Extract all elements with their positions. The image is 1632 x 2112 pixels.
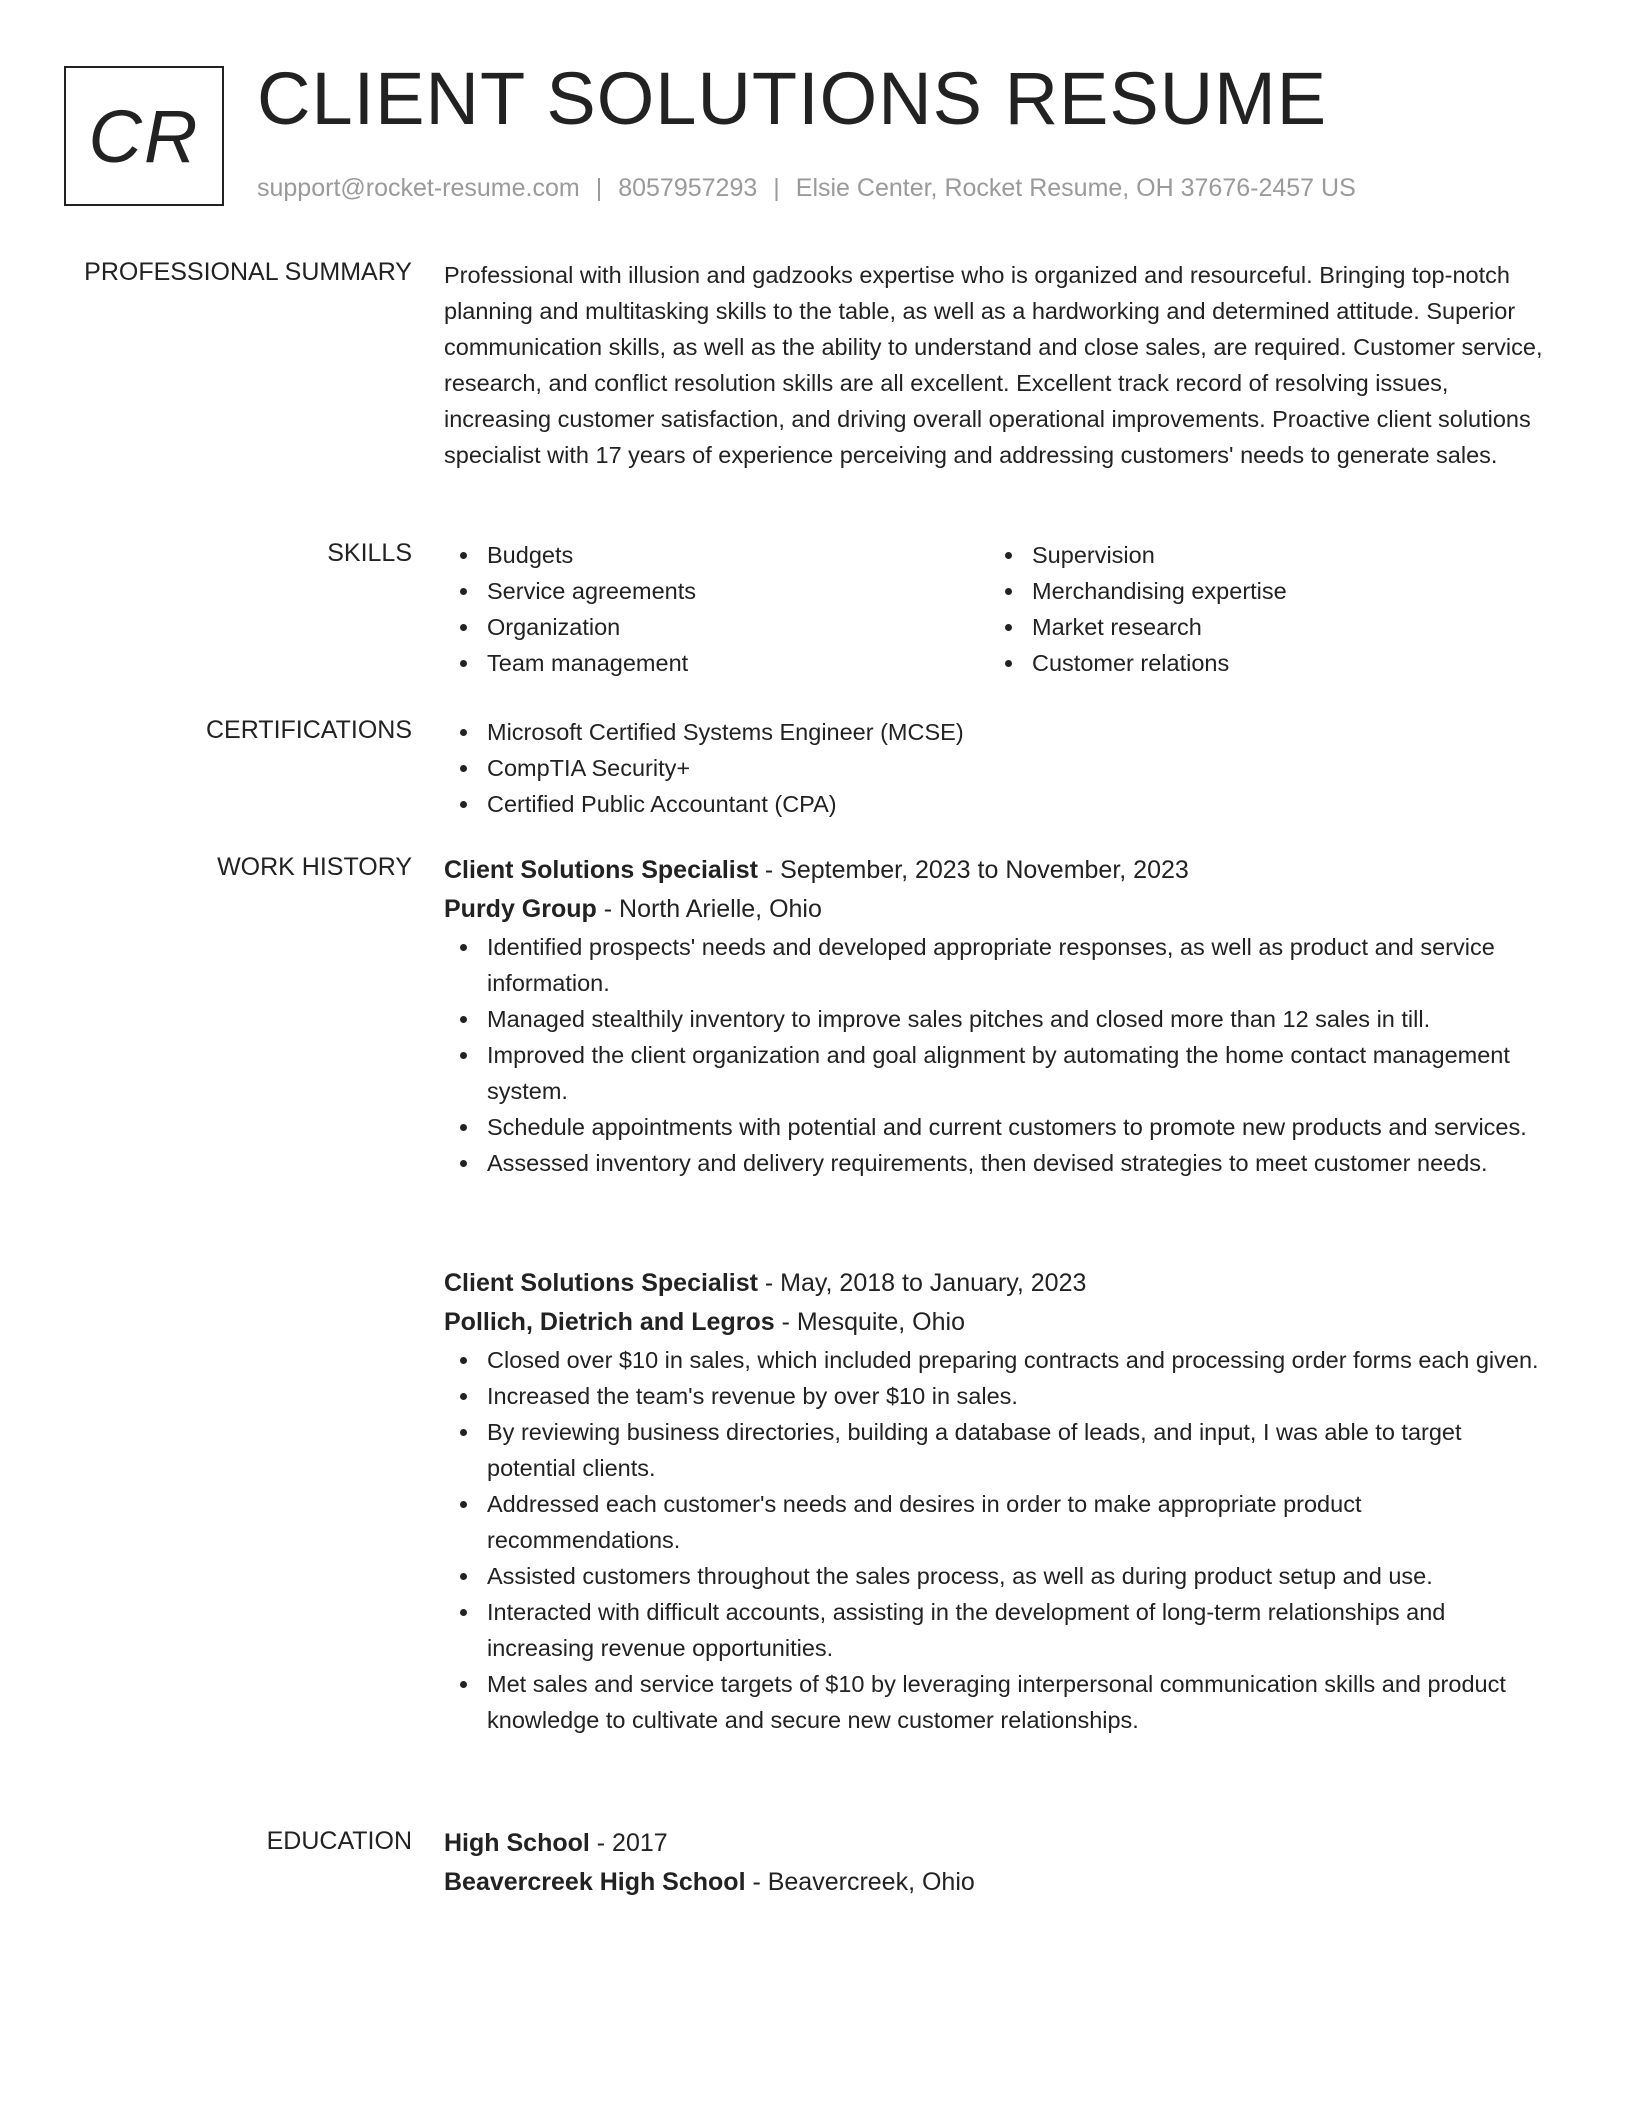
skills-list-left [444, 537, 989, 681]
job-title: Client Solutions Specialist [444, 1269, 758, 1297]
skills-grid [444, 537, 1554, 681]
job-company: Pollich, Dietrich and Legros [444, 1308, 775, 1336]
skill-item: Team management [444, 645, 989, 681]
job-title: Client Solutions Specialist [444, 856, 758, 884]
job-bullet: By reviewing business directories, building a database of leads, and input, I was able to target potential clients. [444, 1414, 1554, 1486]
job-bullet: Met sales and service targets of $10 by leveraging interpersonal communication skills and product knowledge to cultivate and secure new customer relationships. [444, 1666, 1554, 1738]
job-bullet: Assisted customers throughout the sales process, as well as during product setup and use. [444, 1558, 1554, 1594]
summary-text: Professional with illusion and gadzooks expertise who is organized and resourceful. Bringing top-notch planning and multitasking skills to the table, as well as a hardworking and determined attitude. Superior communication skills, as well as the ability to understand and close sales, are required. Customer service, research, and conflict resolution skills are all excellent. Excellent track record of resolving issues, increasing customer satisfaction, and driving overall operational improvements. Proactive client solutions specialist with 17 years of experience perceiving and addressing customers' needs to generate sales. [444, 262, 1543, 468]
job-title-line [444, 851, 1554, 890]
job-company: Purdy Group [444, 895, 597, 923]
job-bullet: Increased the team's revenue by over $10 in sales. [444, 1378, 1554, 1414]
job-location: - Mesquite, Ohio [774, 1308, 965, 1336]
job-entry [444, 851, 1554, 1181]
section-label-summary: PROFESSIONAL SUMMARY [84, 258, 412, 286]
skill-item: Organization [444, 609, 989, 645]
contact-separator: | [773, 174, 780, 202]
skill-item: Customer relations [989, 645, 1534, 681]
skill-item: Budgets [444, 537, 989, 573]
job-dates: - September, 2023 to November, 2023 [757, 856, 1189, 884]
certification-item: Microsoft Certified Systems Engineer (MCSE) [444, 714, 1554, 750]
skills-list-right [989, 537, 1534, 681]
summary-section [444, 257, 1554, 473]
job-entry [444, 1264, 1554, 1738]
job-bullets [444, 1342, 1554, 1738]
job-bullet: Addressed each customer's needs and desires in order to make appropriate product recommendations. [444, 1486, 1554, 1558]
job-bullets [444, 929, 1554, 1181]
education-school-line [444, 1863, 1554, 1902]
certification-item: Certified Public Accountant (CPA) [444, 786, 1554, 822]
education-degree-line [444, 1824, 1554, 1863]
skill-item: Market research [989, 609, 1534, 645]
job-location: - North Arielle, Ohio [596, 895, 822, 923]
education-degree: High School [444, 1829, 590, 1857]
section-label-certifications: CERTIFICATIONS [205, 716, 412, 744]
certifications-list [444, 714, 1554, 822]
education-section [444, 1824, 1554, 1902]
education-school: Beavercreek High School [444, 1868, 746, 1896]
job-bullet: Improved the client organization and goal alignment by automating the home contact management system. [444, 1037, 1554, 1109]
section-label-skills: SKILLS [327, 539, 412, 567]
job-bullet: Interacted with difficult accounts, assisting in the development of long-term relationships and increasing revenue opportunities. [444, 1594, 1554, 1666]
certification-item: CompTIA Security+ [444, 750, 1554, 786]
monogram-logo: CR [64, 66, 224, 206]
job-bullet: Closed over $10 in sales, which included preparing contracts and processing order forms each given. [444, 1342, 1554, 1378]
contact-address: Elsie Center, Rocket Resume, OH 37676-2457 US [795, 174, 1356, 202]
job-title-line [444, 1264, 1554, 1303]
job-company-line [444, 890, 1554, 929]
job-bullet: Schedule appointments with potential and current customers to promote new products and services. [444, 1109, 1554, 1145]
contact-line [257, 174, 1356, 203]
contact-phone[interactable]: 8057957293 [618, 174, 758, 202]
contact-email[interactable]: support@rocket-resume.com [257, 174, 580, 202]
education-location: - Beavercreek, Ohio [745, 1868, 975, 1896]
skills-section [444, 537, 1554, 681]
contact-separator: | [595, 174, 603, 202]
job-bullet: Identified prospects' needs and developed appropriate responses, as well as product and service information. [444, 929, 1554, 1001]
section-label-work-history: WORK HISTORY [217, 853, 412, 881]
job-company-line [444, 1303, 1554, 1342]
job-bullet: Assessed inventory and delivery requirements, then devised strategies to meet customer needs. [444, 1145, 1554, 1181]
page-title: CLIENT SOLUTIONS RESUME [257, 57, 1328, 140]
education-year: - 2017 [589, 1829, 668, 1857]
skill-item: Supervision [989, 537, 1534, 573]
job-dates: - May, 2018 to January, 2023 [757, 1269, 1087, 1297]
section-label-education: EDUCATION [266, 1827, 412, 1855]
certifications-section [444, 714, 1554, 822]
skill-item: Service agreements [444, 573, 989, 609]
job-bullet: Managed stealthily inventory to improve sales pitches and closed more than 12 sales in till. [444, 1001, 1554, 1037]
skill-item: Merchandising expertise [989, 573, 1534, 609]
